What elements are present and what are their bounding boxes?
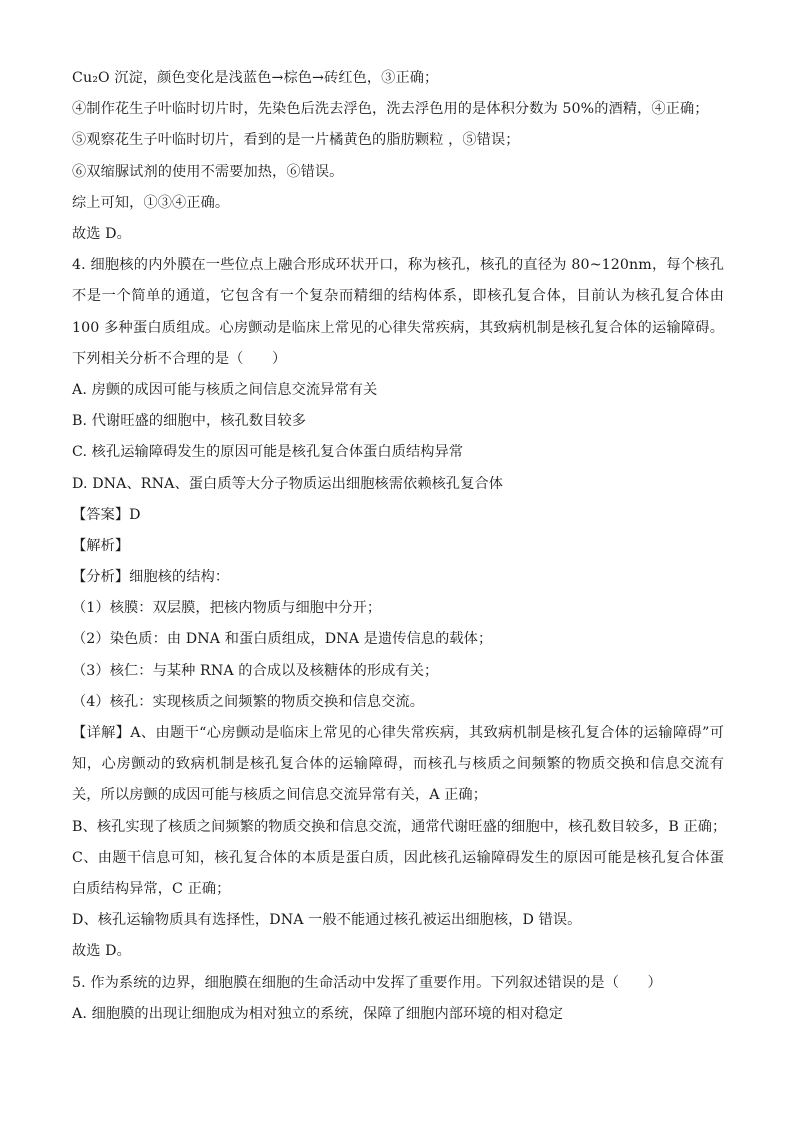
text-line: ⑤观察花生子叶临时切片，看到的是一片橘黄色的脂肪颗粒 ，⑤错误； — [72, 132, 520, 149]
detail-paragraph-a: 【详解】A、由题干“心房颤动是临床上常见的心律失常疾病，其致病机制是核孔复合体的运输障碍”可知，心房颤动的致病机制是核孔复合体的运输障碍，而核孔与核质之间频繁的物质交换和信息交流有关，所以房颤的成因可能与核质之间信息交流异常有关，A 正确； — [72, 725, 724, 804]
text-line: （3）核仁：与某种 RNA 的合成以及核糖体的形成有关； — [72, 662, 439, 679]
detail-paragraph-b: B、核孔实现了核质之间频繁的物质交换和信息交流，通常代谢旺盛的细胞中，核孔数目较多，B 正确； — [72, 818, 727, 835]
option-c: C. 核孔运输障碍发生的原因可能是核孔复合体蛋白质结构异常 — [72, 444, 464, 461]
option-b: B. 代谢旺盛的细胞中，核孔数目较多 — [72, 413, 307, 430]
document-page — [72, 63, 727, 1030]
text-line: （1）核膜：双层膜，把核内物质与细胞中分开； — [72, 600, 382, 617]
option-d: D. DNA、RNA、蛋白质等大分子物质运出细胞核需依赖核孔复合体 — [72, 475, 504, 492]
question-5-stem: 5. 作为系统的边界，细胞膜在细胞的生命活动中发挥了重要作用。下列叙述错误的是（ ） — [72, 974, 662, 991]
text-line: （2）染色质：由 DNA 和蛋白质组成，DNA 是遗传信息的载体； — [72, 631, 493, 648]
text-line: 综上可知，①③④正确。 — [72, 194, 230, 211]
text-line: 故选 D。 — [72, 225, 131, 242]
text-line: 故选 D。 — [72, 943, 131, 960]
text-line: ⑥双缩脲试剂的使用不需要加热，⑥错误。 — [72, 163, 344, 180]
option-a: A. 细胞膜的出现让细胞成为相对独立的系统，保障了细胞内部环境的相对稳定 — [72, 1005, 564, 1022]
text-line: （4）核孔：实现核质之间频繁的物质交换和信息交流。 — [72, 693, 425, 710]
text-line: 【分析】细胞核的结构： — [72, 569, 230, 586]
analysis-label: 【解析】 — [72, 537, 130, 554]
text-line: Cu₂O 沉淀，颜色变化是浅蓝色→棕色→砖红色，③正确； — [72, 70, 439, 86]
option-a: A. 房颤的成因可能与核质之间信息交流异常有关 — [72, 381, 378, 398]
detail-paragraph-d: D、核孔运输物质具有选择性，DNA 一般不能通过核孔被运出细胞核，D 错误。 — [72, 912, 582, 929]
answer-label: 【答案】D — [72, 506, 141, 523]
text-line: ④制作花生子叶临时切片时，先染色后洗去浮色，洗去浮色用的是体积分数为 50%的酒精，④正确； — [72, 101, 709, 118]
detail-paragraph-c: C、由题干信息可知，核孔复合体的本质是蛋白质，因此核孔运输障碍发生的原因可能是核孔复合体蛋白质结构异常，C 正确； — [72, 849, 724, 897]
question-4-stem: 4. 细胞核的内外膜在一些位点上融合形成环状开口，称为核孔，核孔的直径为 80~120nm，每个核孔不是一个简单的通道，它包含有一个复杂而精细的结构体系，即核孔复合体，目前认为核孔复合体由 100 多种蛋白质组成。心房颤动是临床上常见的心律失常疾病，其致病机制是核孔复合体的运输障碍。下列相关分析不合理的是（ ） — [72, 257, 724, 367]
